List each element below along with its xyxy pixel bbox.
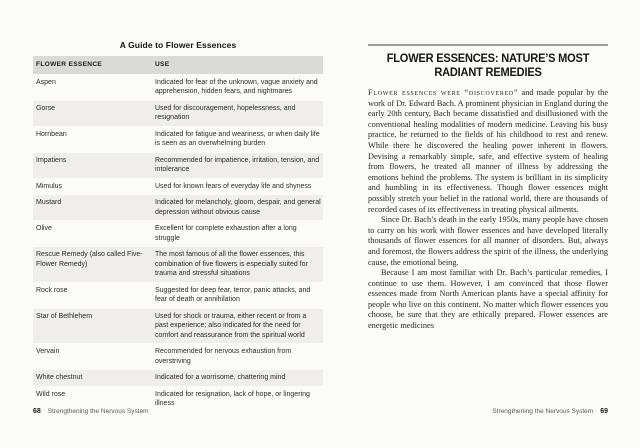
essence-name-cell: Rescue Remedy (also called Five-Flower Remedy) bbox=[36, 251, 143, 268]
table-row bbox=[33, 195, 323, 220]
essence-name-cell: Star of Bethlehem bbox=[36, 312, 93, 320]
right-page-footer bbox=[492, 408, 608, 415]
flower-essence-table bbox=[33, 56, 323, 412]
essence-use-cell: Indicated for fatigue and weariness, or when daily life is seen as an overwhelming burden bbox=[155, 130, 320, 147]
table-row bbox=[33, 283, 323, 308]
chapter-heading-line1: FLOWER ESSENCES: NATURE’S MOST bbox=[386, 53, 590, 65]
paragraph-1 bbox=[368, 88, 608, 215]
left-running-title: Strengthening the Nervous System bbox=[47, 408, 149, 415]
paragraph-1-text: and made popular by the work of Dr. Edward Bach. A prominent physician in England during the early 20th century, Bach became dissatisfied and disillusioned with the conventional healing modalities of modern medicine. Leaving his busy practice, he returned to the fields of his childhood to rest and renew. While there he discovered the healing power inherent in flowers. Devising a remarkably simple, safe, and effective system of healing from flowers, he treated all manner of illness by addressing the emotions behind the problems. The system is brilliant in its simplicity and humbling in its effectiveness. Though flower essences might possibly stretch your belief in the rational world, there are thousands of recorded cases of its effectiveness in treating physical ailments. bbox=[368, 88, 608, 214]
table-row bbox=[33, 309, 323, 344]
essence-name-cell: Gorse bbox=[36, 104, 56, 112]
table-body bbox=[33, 75, 323, 412]
table-row bbox=[33, 247, 323, 282]
column-header-use: USE bbox=[155, 61, 170, 68]
table-row bbox=[33, 221, 323, 246]
paragraph-2: Since Dr. Bach’s death in the early 1950s, many people have chosen to carry on his work with flower essences and have developed literally thousands of flower essences for all manner of disorders. But, always and foremost, the flowers address the spirit of the illness, the underlying cause, the emotional being. bbox=[368, 215, 608, 267]
essence-use-cell: Recommended for impatience, irritation, tension, and intolerance bbox=[155, 156, 320, 173]
paragraph-3: Because I am most familiar with Dr. Bach’s particular remedies, I continue to use them. However, I am convinced that those flower essences made from North American plants have a special affinity for people who live on this continent. No matter which flower essences you choose, be sure that they are ethically prepared. Flower essences are energetic medicines bbox=[368, 268, 608, 331]
table-row bbox=[33, 179, 323, 195]
essence-use-cell: Suggested for deep fear, terror, panic attacks, and fear of death or annihilation bbox=[155, 286, 311, 303]
essence-use-cell: Recommended for nervous exhaustion from overstriving bbox=[155, 348, 292, 365]
essence-use-cell: Used for shock or trauma, either recent or from a past experience; also indicated for the need for comfort and reassurance from the spiritual world bbox=[155, 312, 307, 339]
table-row bbox=[33, 370, 323, 386]
essence-name-cell: Hornbean bbox=[36, 130, 67, 138]
left-page bbox=[33, 40, 323, 413]
essence-name-cell: Mustard bbox=[36, 199, 62, 206]
essence-use-cell: Used for known fears of everyday life and shyness bbox=[155, 182, 312, 190]
essence-use-cell: Excellent for complete exhaustion after a long struggle bbox=[155, 225, 297, 242]
essence-name-cell: Rock rose bbox=[36, 286, 68, 294]
chapter-heading-line2: RADIANT REMEDIES bbox=[434, 66, 542, 79]
left-page-number: 68 bbox=[33, 408, 41, 415]
chapter-heading bbox=[373, 53, 603, 80]
essence-name-cell: Aspen bbox=[36, 78, 56, 86]
essence-name-cell: Impatiens bbox=[36, 156, 67, 164]
essence-use-cell: The most famous of all the flower essences, this combination of five flowers is especially suited for trauma and stressful situations bbox=[155, 251, 308, 277]
table-row bbox=[33, 75, 323, 100]
table-header-row bbox=[33, 56, 323, 74]
table-row bbox=[33, 101, 323, 126]
table-row bbox=[33, 127, 323, 152]
essence-use-cell: Used for discouragement, hopelessness, and resignation bbox=[155, 104, 296, 121]
essence-use-cell: Indicated for resignation, lack of hope, or lingering illness bbox=[155, 390, 310, 407]
right-page-number: 69 bbox=[600, 408, 608, 415]
left-page-footer bbox=[33, 408, 149, 415]
column-header-flower-essence: FLOWER ESSENCE bbox=[36, 61, 103, 68]
essence-name-cell: Wild rose bbox=[36, 390, 66, 398]
right-page bbox=[368, 44, 608, 332]
essence-use-cell: Indicated for fear of the unknown, vague anxiety and apprehension, hidden fears, and nightmares bbox=[155, 78, 318, 95]
table-row bbox=[33, 344, 323, 369]
heading-rule bbox=[368, 44, 608, 46]
essence-name-cell: Mimulus bbox=[36, 182, 63, 190]
essence-use-cell: Indicated for a worrisome, chattering mind bbox=[155, 374, 286, 381]
essence-name-cell: Olive bbox=[36, 225, 52, 232]
paragraph-1-smallcaps-lead: Flower essences were “discovered” bbox=[368, 88, 519, 97]
right-running-title: Strengthening the Nervous System bbox=[492, 408, 594, 415]
body-text bbox=[368, 88, 608, 332]
essence-name-cell: White chestnut bbox=[36, 374, 83, 381]
table-row bbox=[33, 153, 323, 178]
essence-use-cell: Indicated for melancholy, gloom, despair, and general depression without obvious cause bbox=[155, 199, 321, 216]
essence-name-cell: Vervain bbox=[36, 348, 60, 355]
table-title: A Guide to Flower Essences bbox=[119, 40, 237, 50]
